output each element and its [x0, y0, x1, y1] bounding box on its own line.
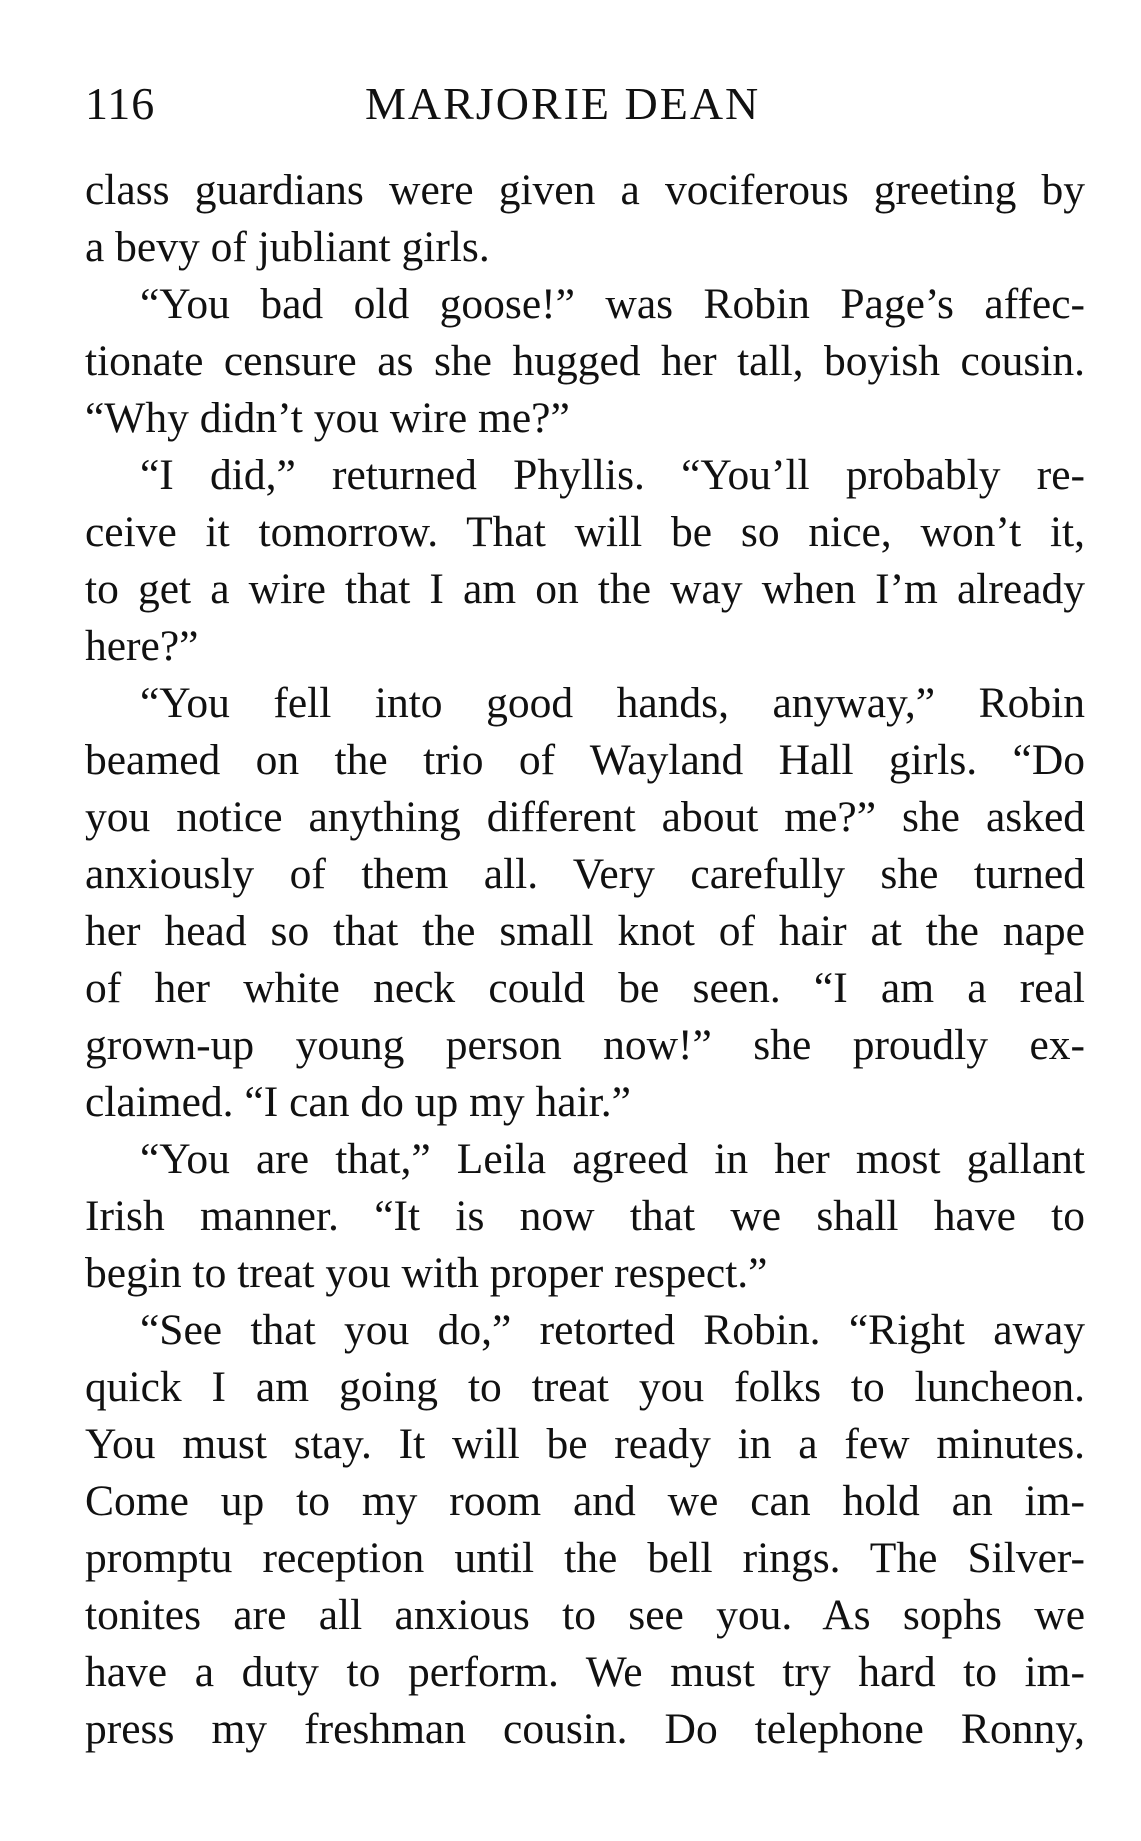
text-line: tionate censure as she hugged her tall, boyish cousin. — [85, 337, 1085, 385]
text-line: “You are that,” Leila agreed in her most gallant — [140, 1135, 1085, 1183]
text-line: grown-up young person now!” she proudly ex- — [85, 1021, 1085, 1069]
text-line: “I did,” returned Phyllis. “You’ll probably re- — [140, 451, 1085, 499]
text-line: Irish manner. “It is now that we shall have to — [85, 1192, 1085, 1240]
text-line: “You bad old goose!” was Robin Page’s affec- — [140, 280, 1085, 328]
text-line: “Why didn’t you wire me?” — [85, 394, 570, 442]
text-line: have a duty to perform. We must try hard to im- — [85, 1648, 1085, 1696]
text-line: You must stay. It will be ready in a few minutes. — [85, 1420, 1085, 1468]
text-line: tonites are all anxious to see you. As sophs we — [85, 1591, 1085, 1639]
text-line: “You fell into good hands, anyway,” Robin — [140, 679, 1085, 727]
text-line: press my freshman cousin. Do telephone Ronny, — [85, 1705, 1085, 1753]
text-line: of her white neck could be seen. “I am a real — [85, 964, 1085, 1012]
text-line: to get a wire that I am on the way when I’m already — [85, 565, 1085, 613]
text-line: beamed on the trio of Wayland Hall girls. “Do — [85, 736, 1085, 784]
text-line: “See that you do,” retorted Robin. “Right away — [140, 1306, 1085, 1354]
text-line: anxiously of them all. Very carefully she turned — [85, 850, 1085, 898]
page-number: 116 — [85, 78, 156, 129]
body-text — [85, 162, 1085, 1758]
text-line: here?” — [85, 622, 199, 670]
text-line: promptu reception until the bell rings. The Silver- — [85, 1534, 1085, 1582]
text-line: ceive it tomorrow. That will be so nice, won’t it, — [85, 508, 1085, 556]
text-line: her head so that the small knot of hair at the nape — [85, 907, 1085, 955]
text-line: quick I am going to treat you folks to luncheon. — [85, 1363, 1085, 1411]
text-line: Come up to my room and we can hold an im- — [85, 1477, 1085, 1525]
text-line: a bevy of jubliant girls. — [85, 223, 490, 271]
text-line: claimed. “I can do up my hair.” — [85, 1078, 631, 1126]
text-line: you notice anything different about me?” she asked — [85, 793, 1085, 841]
text-line: begin to treat you with proper respect.” — [85, 1249, 768, 1297]
book-title: MARJORIE DEAN — [365, 78, 761, 129]
text-line: class guardians were given a vociferous greeting by — [85, 166, 1085, 214]
running-head — [85, 74, 1085, 134]
